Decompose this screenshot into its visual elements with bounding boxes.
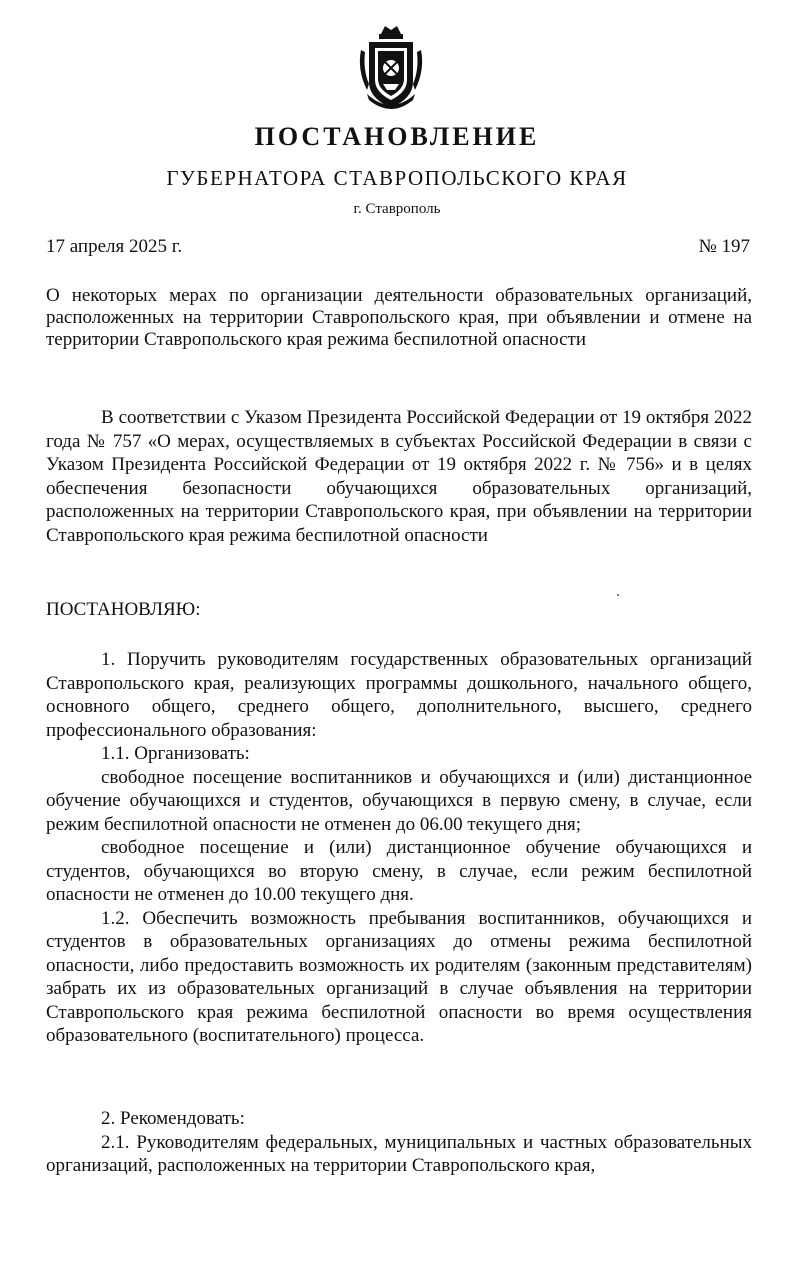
resolve-word (46, 598, 752, 622)
item-1-1-paragraph-b: свободное посещение и (или) дистанционное обучение обучающихся и студентов, обучающихся во вторую смену, в случае, если режим беспилотной опасности не отменен до 10.00 текущего дня. (46, 837, 752, 905)
item-1-1-heading: 1.1. Организовать: (101, 743, 250, 764)
preamble-text: В соответствии с Указом Президента Российской Федерации от 19 октября 2022 года № 757 «О мерах, осуществляемых в субъектах Российской Федерации в связи с Указом Президента Российской Федерации от 19 октября 2022 г. № 756» и в целях обеспечения безопасности обучающихся образовательных организаций, расположенных на территории Ставропольского края, при объявлении на территории Ставропольского края режима беспилотной опасности (46, 407, 752, 546)
item-1-2-paragraph: 1.2. Обеспечить возможность пребывания воспитанников, обучающихся и студентов в образовательных организациях до отмены режима беспилотной опасности, либо предоставить возможность их родителям (законным представителям) забрать их из образовательных организаций в случае объявления на территории Ставропольского края режима беспилотной опасности во время осуществления образовательного (воспитательного) процесса. (46, 907, 752, 1046)
document-subject (46, 285, 752, 351)
preamble (46, 406, 752, 547)
coat-of-arms-icon (355, 24, 427, 114)
document-number: № 197 (698, 236, 750, 257)
item-1 (46, 648, 752, 1048)
subject-text: О некоторых мерах по организации деятельности образовательных организаций, расположенных на территории Ставропольского края, при объявлении и отмене на территории Ставропольского края режима беспилотной опасности (46, 285, 752, 350)
resolve-word-text: ПОСТАНОВЛЯЮ: (46, 599, 201, 620)
item-2 (46, 1107, 752, 1178)
document-date: 17 апреля 2025 г. (46, 236, 183, 257)
item-1-1-paragraph-a: свободное посещение воспитанников и обучающихся и (или) дистанционное обучение обучающихся и студентов, обучающихся в первую смену, в случае, если режим беспилотной опасности не отменен до 06.00 текущего дня; (46, 766, 752, 835)
document-issuer: ГУБЕРНАТОРА СТАВРОПОЛЬСКОГО КРАЯ (166, 166, 628, 190)
item-2-1-paragraph: 2.1. Руководителям федеральных, муниципальных и частных образовательных организаций, расположенных на территории Ставропольского края, (46, 1131, 752, 1176)
item-2-heading: 2. Рекомендовать: (101, 1108, 245, 1129)
document-title: ПОСТАНОВЛЕНИЕ (254, 122, 540, 151)
item-1-text: 1. Поручить руководителям государственных образовательных организаций Ставропольского края, реализующих программы дошкольного, начального общего, основного общего, среднего общего, дополнительного, высшего, среднего профессионального образования: (46, 649, 752, 741)
document-city: г. Ставрополь (353, 201, 441, 217)
scan-speck (617, 594, 619, 596)
